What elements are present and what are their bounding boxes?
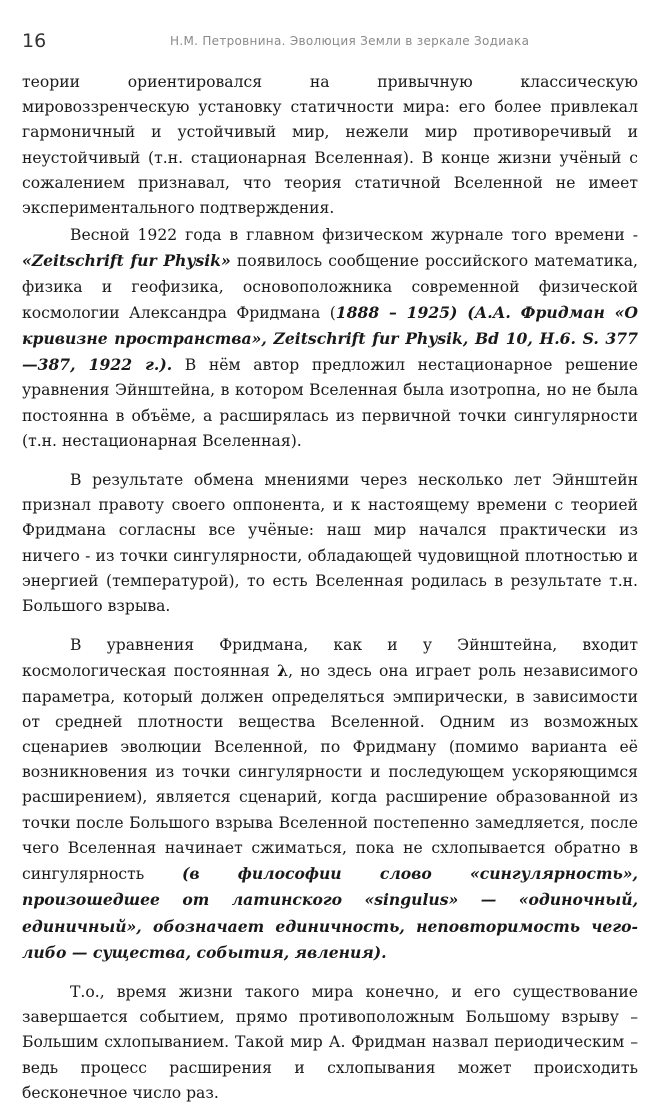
paragraph-text: В нём автор предложил нестационарное решение уравнения Эйнштейна, в котором Вселенная была изотропна, но не была постоянна в объёме, а расширялась из первичной точки сингулярности (т.н. нестационарная Вселенная). — [22, 356, 638, 450]
lambda-symbol: λ — [277, 661, 289, 681]
citation: 1888 – 1925) (А.А. Фридман «О кривизне пространства», Zeitschrift fur Physik, Bd 10, H.6. S. 377—387, 1922 г.). — [22, 302, 639, 375]
running-head: Н.М. Петровнина. Эволюция Земли в зеркале Зодиака — [170, 34, 530, 48]
paragraph-text: появилось сообщение российского математика, физика и геофизика, основоположника современной физической космологии Александра Фридмана ( — [22, 252, 638, 322]
journal-title: «Zeitschrift fur Physik» — [22, 251, 231, 271]
paragraph-text: , но здесь она играет роль независимого параметра, который должен определяться эмпирически, в зависимости от средней плотности вещества Вселенной. Одним из возможных сценариев эволюции Вселенной, по Фридману (помимо варианта её возникновения из точки сингулярности и последующем ускоряющимся расширением), является сценарий, когда расширение образованной из точки после Большого взрыва Вселенной постепенно замедляется, после чего Вселенная начинает сжиматься, пока не схлопывается обратно в сингулярность — [22, 662, 638, 884]
paragraph — [22, 980, 638, 1106]
paragraph — [22, 468, 638, 619]
paragraph-text: Весной 1922 года в главном физическом журнале того времени - — [70, 226, 638, 245]
paragraph — [22, 223, 638, 454]
paragraph-text: В уравнения Фридмана, как и у Эйнштейна, входит космологическая постоянная — [22, 636, 638, 681]
paragraph — [22, 633, 638, 966]
page-number: 16 — [22, 30, 47, 52]
paragraph-text: теории ориентировался на привычную классическую мировоззренческую установку статичности мира: его более привлекал гармоничный и устойчивый мир, нежели мир противоречивый и неустойчивый (т.н. стационарная Вселенная). В конце жизни учёный с сожалением признавал, что теория статичной Вселенной не имеет экспериментального подтверждения. — [22, 73, 638, 218]
paragraph — [22, 70, 638, 221]
paragraph-text: Т.о., время жизни такого мира конечно, и его существование завершается событием, прямо противоположным Большому взрыву – Большим схлопыванием. Такой мир А. Фридман назвал периодическим – ведь процесс расширения и схлопывания может происходить бесконечное число раз. — [22, 982, 638, 1102]
page-body — [22, 70, 638, 1106]
philosophy-note: (в философии слово «сингулярность», произошедшее от латинского «singulus» — «одиночный, единичный», обозначает единичность, неповторимость чего-либо — существа, события, явления). — [22, 864, 638, 962]
paragraph-text: В результате обмена мнениями через несколько лет Эйнштейн признал правоту своего оппонента, и к настоящему времени с теорией Фридмана согласны все учёные: наш мир начался практически из ничего - из точки сингулярности, обладающей чудовищной плотностью и энергией (температурой), то есть Вселенная родилась в результате т.н. Большого взрыва. — [22, 471, 638, 616]
page-header — [20, 30, 628, 56]
